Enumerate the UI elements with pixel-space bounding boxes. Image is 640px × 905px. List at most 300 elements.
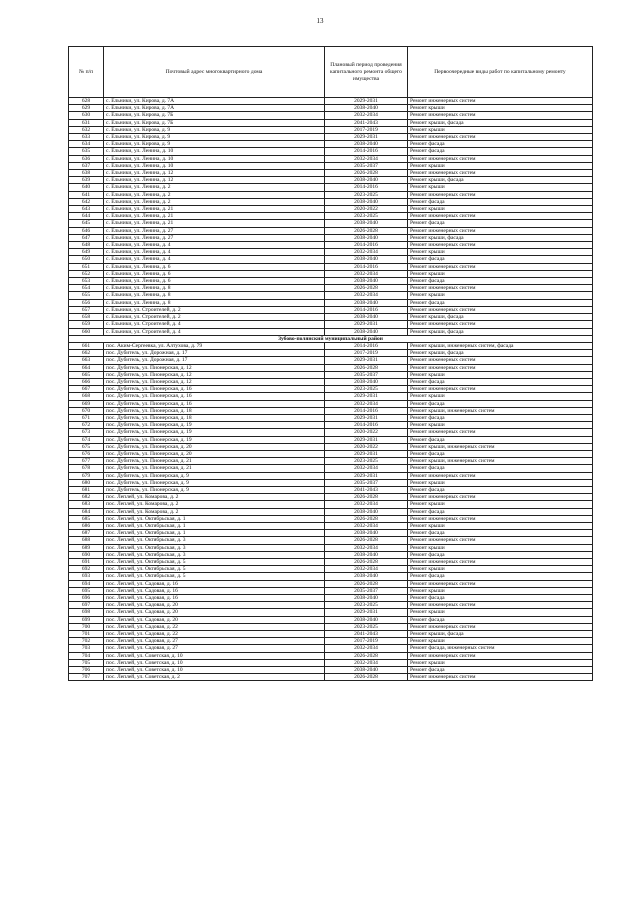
table-row xyxy=(69,479,593,486)
cell-work: Ремонт инженерных систем xyxy=(408,321,593,328)
cell-address: с. Ельники, ул. Кирова, д. 7Б xyxy=(104,112,325,119)
table-row xyxy=(69,191,593,198)
table-row xyxy=(69,522,593,529)
cell-work: Ремонт крыши xyxy=(408,162,593,169)
cell-work: Ремонт фасада xyxy=(408,486,593,493)
cell-address: с. Ельники, ул. Ленина, д. 12 xyxy=(104,170,325,177)
cell-num: 698 xyxy=(69,609,104,616)
cell-num: 667 xyxy=(69,386,104,393)
cell-num: 662 xyxy=(69,350,104,357)
cell-period: 2023-2025 xyxy=(325,458,408,465)
cell-num: 644 xyxy=(69,213,104,220)
cell-work: Ремонт инженерных систем xyxy=(408,306,593,313)
table-row xyxy=(69,263,593,270)
header-num: № п/п xyxy=(69,47,104,98)
cell-work: Ремонт крыши, инженерных систем xyxy=(408,407,593,414)
cell-work: Ремонт крыши xyxy=(408,422,593,429)
cell-work: Ремонт фасада xyxy=(408,141,593,148)
table-row xyxy=(69,623,593,630)
cell-address: пос. Леплей, ул. Садовая, д. 27 xyxy=(104,638,325,645)
cell-work: Ремонт крыши xyxy=(408,479,593,486)
cell-address: с. Ельники, ул. Ленина, д. 12 xyxy=(104,177,325,184)
table-row xyxy=(69,508,593,515)
table-row xyxy=(69,299,593,306)
cell-work: Ремонт инженерных систем xyxy=(408,429,593,436)
cell-num: 678 xyxy=(69,465,104,472)
cell-work: Ремонт фасада xyxy=(408,378,593,385)
table-row xyxy=(69,580,593,587)
cell-num: 638 xyxy=(69,170,104,177)
table-row xyxy=(69,184,593,191)
cell-address: пос. Леплей, ул. Советская, д. 10 xyxy=(104,659,325,666)
cell-address: с. Ельники, ул. Ленина, д. 6 xyxy=(104,263,325,270)
cell-address: пос. Дубитель, ул. Пионерская, д. 16 xyxy=(104,400,325,407)
cell-work: Ремонт фасада xyxy=(408,465,593,472)
cell-num: 650 xyxy=(69,256,104,263)
cell-address: пос. Леплей, ул. Советская, д. 2 xyxy=(104,674,325,681)
cell-address: с. Ельники, ул. Ленина, д. 4 xyxy=(104,242,325,249)
cell-address: пос. Леплей, ул. Октябрьская, д. 5 xyxy=(104,566,325,573)
cell-num: 705 xyxy=(69,659,104,666)
cell-address: с. Ельники, ул. Кирова, д. 9 xyxy=(104,141,325,148)
table-row xyxy=(69,443,593,450)
table-body-part1 xyxy=(69,98,593,336)
table-row xyxy=(69,162,593,169)
cell-address: с. Ельники, ул. Кирова, д. 9 xyxy=(104,134,325,141)
cell-num: 673 xyxy=(69,429,104,436)
cell-work: Ремонт инженерных систем xyxy=(408,191,593,198)
cell-work: Ремонт фасада xyxy=(408,450,593,457)
cell-period: 2041-2043 xyxy=(325,631,408,638)
table-row xyxy=(69,378,593,385)
cell-work: Ремонт инженерных систем xyxy=(408,494,593,501)
cell-period: 2032-2034 xyxy=(325,522,408,529)
table-row xyxy=(69,414,593,421)
cell-num: 648 xyxy=(69,242,104,249)
cell-address: с. Ельники, ул. Ленина, д. 27 xyxy=(104,227,325,234)
table-row xyxy=(69,256,593,263)
cell-address: пос. Леплей, ул. Комарова, д. 2 xyxy=(104,494,325,501)
cell-period: 2026-2028 xyxy=(325,285,408,292)
cell-address: пос. Дубитель, ул. Пионерская, д. 18 xyxy=(104,407,325,414)
cell-num: 665 xyxy=(69,371,104,378)
cell-period: 2029-2031 xyxy=(325,393,408,400)
cell-num: 682 xyxy=(69,494,104,501)
cell-num: 628 xyxy=(69,98,104,105)
table-row xyxy=(69,515,593,522)
cell-period: 2014-2016 xyxy=(325,242,408,249)
cell-num: 683 xyxy=(69,501,104,508)
cell-period: 2014-2016 xyxy=(325,342,408,349)
cell-address: с. Ельники, ул. Кирова, д. 9 xyxy=(104,126,325,133)
cell-period: 2032-2034 xyxy=(325,566,408,573)
cell-work: Ремонт инженерных систем xyxy=(408,652,593,659)
table-row xyxy=(69,285,593,292)
cell-address: пос. Дубитель, ул. Дорожная, д. 17 xyxy=(104,357,325,364)
cell-period: 2029-2031 xyxy=(325,98,408,105)
cell-period: 2029-2031 xyxy=(325,436,408,443)
cell-address: с. Ельники, ул. Ленина, д. 21 xyxy=(104,220,325,227)
table-row xyxy=(69,350,593,357)
cell-period: 2032-2034 xyxy=(325,645,408,652)
table-row xyxy=(69,342,593,349)
cell-work: Ремонт инженерных систем xyxy=(408,112,593,119)
cell-period: 2032-2034 xyxy=(325,501,408,508)
cell-num: 692 xyxy=(69,566,104,573)
cell-address: с. Ельники, ул. Ленина, д. 8 xyxy=(104,299,325,306)
cell-period: 2026-2028 xyxy=(325,559,408,566)
cell-num: 633 xyxy=(69,134,104,141)
cell-work: Ремонт крыши xyxy=(408,270,593,277)
cell-address: с. Ельники, ул. Ленина, д. 6 xyxy=(104,270,325,277)
cell-period: 2032-2034 xyxy=(325,400,408,407)
cell-address: пос. Леплей, ул. Садовая, д. 27 xyxy=(104,645,325,652)
cell-work: Ремонт инженерных систем xyxy=(408,472,593,479)
cell-num: 668 xyxy=(69,393,104,400)
cell-work: Ремонт инженерных систем xyxy=(408,559,593,566)
cell-period: 2032-2034 xyxy=(325,249,408,256)
table-row xyxy=(69,400,593,407)
cell-address: с. Ельники, ул. Кирова, д. 7Б xyxy=(104,119,325,126)
capital-repair-table xyxy=(68,46,593,681)
cell-period: 2032-2034 xyxy=(325,465,408,472)
cell-num: 664 xyxy=(69,364,104,371)
table-row xyxy=(69,170,593,177)
cell-period: 2041-2043 xyxy=(325,119,408,126)
cell-address: пос. Дубитель, ул. Пионерская, д. 21 xyxy=(104,465,325,472)
cell-num: 659 xyxy=(69,321,104,328)
cell-address: с. Ельники, ул. Ленина, д. 2 xyxy=(104,198,325,205)
table-row xyxy=(69,134,593,141)
cell-num: 687 xyxy=(69,530,104,537)
cell-num: 685 xyxy=(69,515,104,522)
cell-num: 643 xyxy=(69,206,104,213)
cell-work: Ремонт крыши, инженерных систем xyxy=(408,458,593,465)
cell-address: с. Ельники, ул. Ленина, д. 21 xyxy=(104,213,325,220)
table-row xyxy=(69,407,593,414)
cell-num: 684 xyxy=(69,508,104,515)
cell-period: 2026-2028 xyxy=(325,227,408,234)
cell-num: 635 xyxy=(69,148,104,155)
cell-work: Ремонт крыши xyxy=(408,105,593,112)
cell-work: Ремонт фасада xyxy=(408,595,593,602)
cell-num: 645 xyxy=(69,220,104,227)
cell-num: 663 xyxy=(69,357,104,364)
cell-work: Ремонт фасада xyxy=(408,508,593,515)
table-row xyxy=(69,458,593,465)
cell-num: 704 xyxy=(69,652,104,659)
cell-num: 632 xyxy=(69,126,104,133)
cell-num: 666 xyxy=(69,378,104,385)
header-period: Плановый период проведения капитального ремонта общего имущества xyxy=(325,47,408,98)
cell-work: Ремонт инженерных систем xyxy=(408,285,593,292)
cell-work: Ремонт фасада xyxy=(408,667,593,674)
cell-address: с. Ельники, ул. Ленина, д. 8 xyxy=(104,285,325,292)
cell-period: 2020-2022 xyxy=(325,443,408,450)
cell-work: Ремонт фасада xyxy=(408,530,593,537)
cell-period: 2032-2034 xyxy=(325,270,408,277)
cell-work: Ремонт крыши xyxy=(408,393,593,400)
cell-work: Ремонт крыши xyxy=(408,292,593,299)
table-row xyxy=(69,393,593,400)
cell-address: с. Ельники, ул. Ленина, д. 10 xyxy=(104,148,325,155)
cell-address: с. Ельники, ул. Ленина, д. 2 xyxy=(104,191,325,198)
cell-address: с. Ельники, ул. Ленина, д. 4 xyxy=(104,249,325,256)
cell-address: с. Ельники, ул. Кирова, д. 7А xyxy=(104,105,325,112)
cell-num: 651 xyxy=(69,263,104,270)
cell-num: 690 xyxy=(69,551,104,558)
cell-period: 2038-2040 xyxy=(325,314,408,321)
cell-period: 2038-2040 xyxy=(325,278,408,285)
cell-period: 2026-2028 xyxy=(325,580,408,587)
cell-period: 2017-2019 xyxy=(325,638,408,645)
cell-work: Ремонт крыши, фасада xyxy=(408,119,593,126)
table-row xyxy=(69,306,593,313)
cell-work: Ремонт фасада xyxy=(408,414,593,421)
cell-period: 2038-2040 xyxy=(325,105,408,112)
cell-address: пос. Дубитель, ул. Пионерская, д. 12 xyxy=(104,364,325,371)
cell-period: 2038-2040 xyxy=(325,328,408,335)
cell-address: с. Ельники, ул. Ленина, д. 10 xyxy=(104,162,325,169)
cell-period: 2038-2040 xyxy=(325,595,408,602)
cell-address: пос. Дубитель, ул. Пионерская, д. 20 xyxy=(104,443,325,450)
cell-work: Ремонт инженерных систем xyxy=(408,134,593,141)
table-row xyxy=(69,667,593,674)
cell-period: 2026-2028 xyxy=(325,674,408,681)
table-row xyxy=(69,126,593,133)
cell-work: Ремонт фасада xyxy=(408,220,593,227)
cell-num: 655 xyxy=(69,292,104,299)
cell-num: 641 xyxy=(69,191,104,198)
page-number: 13 xyxy=(316,17,324,25)
cell-address: пос. Леплей, ул. Октябрьская, д. 1 xyxy=(104,522,325,529)
cell-period: 2017-2019 xyxy=(325,350,408,357)
cell-period: 2038-2040 xyxy=(325,141,408,148)
table-row xyxy=(69,386,593,393)
cell-address: пос. Дубитель, ул. Дорожная, д. 17 xyxy=(104,350,325,357)
cell-work: Ремонт инженерных систем xyxy=(408,263,593,270)
cell-num: 660 xyxy=(69,328,104,335)
table-row xyxy=(69,364,593,371)
cell-period: 2023-2025 xyxy=(325,191,408,198)
cell-period: 2026-2028 xyxy=(325,494,408,501)
cell-work: Ремонт инженерных систем xyxy=(408,155,593,162)
cell-period: 2014-2016 xyxy=(325,184,408,191)
cell-address: с. Ельники, ул. Ленина, д. 10 xyxy=(104,155,325,162)
cell-work: Ремонт крыши xyxy=(408,638,593,645)
table-row xyxy=(69,206,593,213)
cell-work: Ремонт инженерных систем xyxy=(408,515,593,522)
cell-period: 2029-2031 xyxy=(325,134,408,141)
cell-address: пос. Дубитель, ул. Пионерская, д. 12 xyxy=(104,378,325,385)
cell-address: с. Ельники, ул. Ленина, д. 27 xyxy=(104,234,325,241)
cell-num: 671 xyxy=(69,414,104,421)
cell-period: 2023-2025 xyxy=(325,386,408,393)
cell-address: пос. Дубитель, ул. Пионерская, д. 12 xyxy=(104,371,325,378)
cell-num: 680 xyxy=(69,479,104,486)
table-row xyxy=(69,155,593,162)
cell-address: пос. Леплей, ул. Советская, д. 10 xyxy=(104,667,325,674)
cell-address: пос. Дубитель, ул. Пионерская, д. 19 xyxy=(104,429,325,436)
table-row xyxy=(69,450,593,457)
cell-work: Ремонт фасада xyxy=(408,256,593,263)
cell-work: Ремонт крыши xyxy=(408,544,593,551)
table-row xyxy=(69,659,593,666)
cell-num: 703 xyxy=(69,645,104,652)
cell-period: 2014-2016 xyxy=(325,263,408,270)
cell-num: 696 xyxy=(69,595,104,602)
cell-address: пос. Леплей, ул. Садовая, д. 22 xyxy=(104,623,325,630)
cell-num: 634 xyxy=(69,141,104,148)
cell-num: 672 xyxy=(69,422,104,429)
table-row xyxy=(69,551,593,558)
table-row xyxy=(69,645,593,652)
cell-period: 2032-2034 xyxy=(325,112,408,119)
cell-period: 2038-2040 xyxy=(325,616,408,623)
table-row xyxy=(69,544,593,551)
cell-work: Ремонт крыши xyxy=(408,609,593,616)
cell-work: Ремонт фасада xyxy=(408,400,593,407)
cell-address: пос. Леплей, ул. Октябрьская, д. 3 xyxy=(104,544,325,551)
cell-work: Ремонт инженерных систем xyxy=(408,242,593,249)
cell-period: 2035-2037 xyxy=(325,162,408,169)
table-row xyxy=(69,602,593,609)
cell-period: 2038-2040 xyxy=(325,573,408,580)
cell-period: 2029-2031 xyxy=(325,357,408,364)
cell-address: пос. Леплей, ул. Октябрьская, д. 3 xyxy=(104,537,325,544)
table-row xyxy=(69,465,593,472)
cell-period: 2020-2022 xyxy=(325,206,408,213)
header-work: Первоочередные виды работ по капитальному ремонту xyxy=(408,47,593,98)
cell-period: 2026-2028 xyxy=(325,652,408,659)
cell-work: Ремонт фасада xyxy=(408,616,593,623)
cell-work: Ремонт инженерных систем xyxy=(408,386,593,393)
table-row xyxy=(69,494,593,501)
cell-period: 2014-2016 xyxy=(325,407,408,414)
cell-address: пос. Леплей, ул. Октябрьская, д. 1 xyxy=(104,530,325,537)
cell-num: 669 xyxy=(69,400,104,407)
cell-work: Ремонт фасада xyxy=(408,551,593,558)
cell-num: 646 xyxy=(69,227,104,234)
table-row xyxy=(69,609,593,616)
cell-num: 661 xyxy=(69,342,104,349)
cell-work: Ремонт инженерных систем xyxy=(408,170,593,177)
cell-num: 691 xyxy=(69,559,104,566)
table-body-part2 xyxy=(69,342,593,681)
cell-period: 2035-2037 xyxy=(325,371,408,378)
cell-work: Ремонт фасада xyxy=(408,573,593,580)
table-row xyxy=(69,595,593,602)
table-row xyxy=(69,112,593,119)
cell-work: Ремонт инженерных систем xyxy=(408,602,593,609)
cell-work: Ремонт крыши xyxy=(408,184,593,191)
cell-work: Ремонт крыши xyxy=(408,249,593,256)
table-row xyxy=(69,429,593,436)
header-row xyxy=(69,47,593,98)
table-row xyxy=(69,227,593,234)
cell-num: 654 xyxy=(69,285,104,292)
cell-num: 699 xyxy=(69,616,104,623)
cell-address: пос. Аким-Сергеевка, ул. Алтухова, д. 79 xyxy=(104,342,325,349)
cell-period: 2023-2025 xyxy=(325,623,408,630)
cell-work: Ремонт фасада xyxy=(408,148,593,155)
cell-period: 2029-2031 xyxy=(325,472,408,479)
table-row xyxy=(69,249,593,256)
cell-address: пос. Дубитель, ул. Пионерская, д. 9 xyxy=(104,479,325,486)
cell-period: 2014-2016 xyxy=(325,306,408,313)
cell-work: Ремонт крыши xyxy=(408,371,593,378)
cell-period: 2023-2025 xyxy=(325,213,408,220)
cell-address: пос. Леплей, ул. Садовая, д. 22 xyxy=(104,631,325,638)
cell-period: 2026-2028 xyxy=(325,515,408,522)
cell-period: 2038-2040 xyxy=(325,220,408,227)
table-row xyxy=(69,242,593,249)
section-row-group xyxy=(69,335,593,342)
cell-address: пос. Леплей, ул. Октябрьская, д. 5 xyxy=(104,573,325,580)
cell-address: пос. Дубитель, ул. Пионерская, д. 21 xyxy=(104,458,325,465)
cell-period: 2029-2031 xyxy=(325,450,408,457)
table-row xyxy=(69,631,593,638)
cell-num: 649 xyxy=(69,249,104,256)
cell-address: пос. Леплей, ул. Октябрьская, д. 5 xyxy=(104,559,325,566)
cell-num: 681 xyxy=(69,486,104,493)
cell-num: 637 xyxy=(69,162,104,169)
cell-work: Ремонт крыши xyxy=(408,206,593,213)
cell-address: пос. Леплей, ул. Садовая, д. 20 xyxy=(104,602,325,609)
cell-address: пос. Леплей, ул. Советская, д. 10 xyxy=(104,652,325,659)
cell-work: Ремонт крыши xyxy=(408,587,593,594)
cell-address: пос. Леплей, ул. Октябрьская, д. 1 xyxy=(104,515,325,522)
cell-work: Ремонт крыши xyxy=(408,659,593,666)
cell-period: 2038-2040 xyxy=(325,378,408,385)
cell-num: 679 xyxy=(69,472,104,479)
table-row xyxy=(69,616,593,623)
cell-work: Ремонт инженерных систем xyxy=(408,674,593,681)
cell-address: пос. Леплей, ул. Октябрьская, д. 3 xyxy=(104,551,325,558)
cell-work: Ремонт инженерных систем xyxy=(408,623,593,630)
section-row xyxy=(69,335,593,342)
cell-work: Ремонт крыши xyxy=(408,501,593,508)
cell-period: 2032-2034 xyxy=(325,659,408,666)
table-row xyxy=(69,559,593,566)
table-row xyxy=(69,321,593,328)
cell-num: 652 xyxy=(69,270,104,277)
table-row xyxy=(69,314,593,321)
cell-num: 702 xyxy=(69,638,104,645)
cell-period: 2029-2031 xyxy=(325,414,408,421)
cell-work: Ремонт инженерных систем xyxy=(408,227,593,234)
cell-work: Ремонт крыши, фасада xyxy=(408,350,593,357)
cell-period: 2017-2019 xyxy=(325,126,408,133)
cell-period: 2041-2043 xyxy=(325,486,408,493)
cell-work: Ремонт крыши, фасада xyxy=(408,177,593,184)
cell-address: пос. Дубитель, ул. Пионерская, д. 9 xyxy=(104,472,325,479)
cell-num: 636 xyxy=(69,155,104,162)
cell-address: пос. Дубитель, ул. Пионерская, д. 16 xyxy=(104,393,325,400)
cell-period: 2038-2040 xyxy=(325,198,408,205)
cell-period: 2032-2034 xyxy=(325,155,408,162)
cell-work: Ремонт фасада xyxy=(408,198,593,205)
cell-address: с. Ельники, ул. Ленина, д. 21 xyxy=(104,206,325,213)
cell-period: 2014-2016 xyxy=(325,422,408,429)
cell-num: 697 xyxy=(69,602,104,609)
section-title: Зубово-полянский муниципальный район xyxy=(69,335,593,342)
cell-work: Ремонт фасада xyxy=(408,299,593,306)
cell-work: Ремонт крыши, фасада xyxy=(408,234,593,241)
table-row xyxy=(69,105,593,112)
cell-period: 2038-2040 xyxy=(325,234,408,241)
cell-num: 629 xyxy=(69,105,104,112)
